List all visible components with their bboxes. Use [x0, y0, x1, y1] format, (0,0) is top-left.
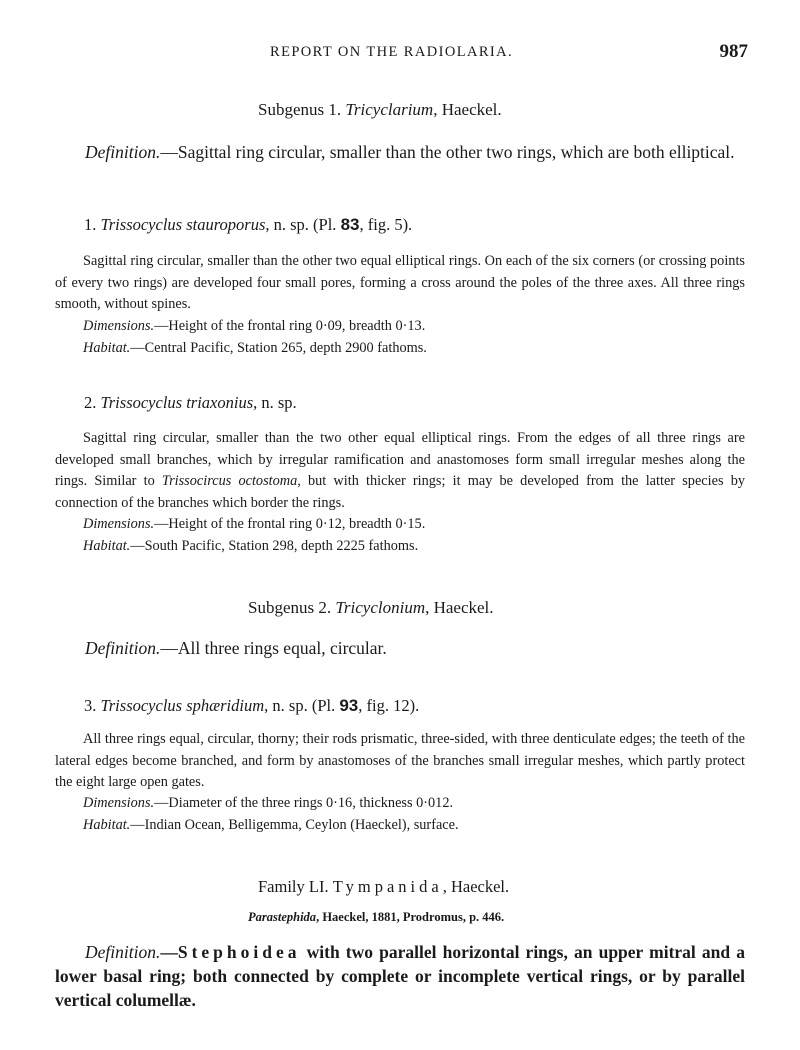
species-2-habitat-text: —South Pacific, Station 298, depth 2225 fathoms.	[130, 538, 419, 554]
subgenus-2-author: , Haeckel.	[425, 598, 494, 617]
family-reference	[248, 910, 504, 925]
family-author: , Haeckel.	[442, 877, 510, 896]
family-prefix: Family LI.	[258, 877, 329, 896]
species-1-dimensions	[83, 316, 425, 338]
species-3-fig: , fig. 12).	[358, 696, 420, 715]
subgenus-2-name: Tricyclonium	[335, 598, 426, 617]
species-3-habitat-text: —Indian Ocean, Belligemma, Ceylon (Haeckel), surface.	[130, 817, 459, 833]
species-1-heading	[84, 215, 412, 235]
page-number: 987	[719, 41, 748, 62]
species-1-number: 1.	[84, 215, 97, 234]
species-2-habitat-label: Habitat.	[83, 538, 131, 554]
family-reference-text: , Haeckel, 1881, Prodromus, p. 446.	[316, 910, 505, 924]
species-1-note: , n. sp. (Pl.	[265, 215, 337, 234]
species-1-fig: , fig. 5).	[359, 215, 413, 234]
species-3-dimensions-text: —Diameter of the three rings 0·16, thickness 0·012.	[154, 795, 454, 811]
family-heading	[258, 877, 509, 897]
species-2-habitat	[83, 536, 418, 558]
species-3-name: Trissocyclus sphæridium	[100, 696, 265, 715]
species-2-description-part2: , but with thicker rings; it may be developed from the latter species by connection of the branches which border the rings.	[55, 473, 745, 511]
definition-2-text: —All three rings equal, circular.	[160, 638, 387, 658]
definition-2	[85, 636, 387, 661]
species-1-dimensions-label: Dimensions.	[83, 318, 155, 334]
species-2-dimensions-label: Dimensions.	[83, 516, 155, 532]
definition-1-label: Definition.	[85, 142, 161, 162]
subgenus-1-author: , Haeckel.	[433, 100, 502, 119]
family-reference-name: Parastephida	[248, 910, 317, 924]
running-title: REPORT ON THE RADIOLARIA.	[270, 44, 514, 60]
species-1-plate: 83	[340, 215, 360, 234]
definition-3-text: with two parallel horizontal rings, an upper mitral and a lower basal ring; both connected by complete or incomplete vertical rings, or by parallel vertical columellæ.	[55, 942, 745, 1010]
species-3-plate: 93	[339, 696, 359, 715]
species-1-habitat	[83, 338, 427, 360]
species-2-dimensions	[83, 514, 425, 536]
definition-3	[55, 940, 745, 1012]
definition-2-label: Definition.	[85, 638, 161, 658]
definition-3-dash: —	[160, 942, 178, 962]
definition-3-label: Definition.	[85, 942, 161, 962]
species-2-heading	[84, 393, 297, 413]
subgenus-1-name: Tricyclarium	[345, 100, 434, 119]
species-3-description: All three rings equal, circular, thorny; their rods prismatic, three-sided, with three denticulate edges; the teeth of the lateral edges become branched, and form by anastomoses of the branches small irregular meshes, which partly protect the eight large open gates.	[55, 731, 745, 790]
species-3-dimensions-label: Dimensions.	[83, 795, 155, 811]
species-3-number: 3.	[84, 696, 97, 715]
species-1-habitat-label: Habitat.	[83, 340, 131, 356]
species-3-habitat	[83, 815, 459, 837]
species-2-similar-species: Trissocircus octostoma	[161, 473, 298, 489]
subgenus-1-prefix: Subgenus 1.	[258, 100, 342, 119]
species-2-description	[55, 428, 745, 514]
species-1-name: Trissocyclus stauroporus	[100, 215, 266, 234]
subgenus-1-heading	[258, 100, 502, 120]
species-2-number: 2.	[84, 393, 97, 412]
species-3-note: , n. sp. (Pl.	[264, 696, 336, 715]
species-1-habitat-text: —Central Pacific, Station 265, depth 2900 fathoms.	[130, 340, 427, 356]
subgenus-2-heading	[248, 598, 494, 618]
definition-1	[55, 140, 745, 165]
definition-3-group: Stephoidea	[177, 942, 301, 962]
species-2-dimensions-text: —Height of the frontal ring 0·12, breadth 0·15.	[154, 516, 426, 532]
species-2-name: Trissocyclus triaxonius	[100, 393, 254, 412]
family-name: Tympanida	[332, 877, 443, 896]
species-2-note: , n. sp.	[253, 393, 297, 412]
species-1-dimensions-text: —Height of the frontal ring 0·09, breadth 0·13.	[154, 318, 426, 334]
definition-1-text: —Sagittal ring circular, smaller than the other two rings, which are both elliptical.	[160, 142, 735, 162]
subgenus-2-prefix: Subgenus 2.	[248, 598, 332, 617]
species-3-dimensions	[83, 793, 453, 815]
species-2-description-part1: Sagittal ring circular, smaller than the two other equal elliptical rings. From the edges of all three rings are developed small branches, which by irregular ramification and anastomoses form small irregular meshes along the rings. Similar to	[55, 430, 745, 489]
species-3-habitat-label: Habitat.	[83, 817, 131, 833]
species-3-heading	[84, 696, 419, 716]
running-header	[270, 41, 760, 68]
species-1-description: Sagittal ring circular, smaller than the other two equal elliptical rings. On each of the six corners (or crossing points of every two rings) are developed four small pores, forming a cross around the poles of the three axes. All three rings smooth, without spines.	[55, 253, 745, 312]
